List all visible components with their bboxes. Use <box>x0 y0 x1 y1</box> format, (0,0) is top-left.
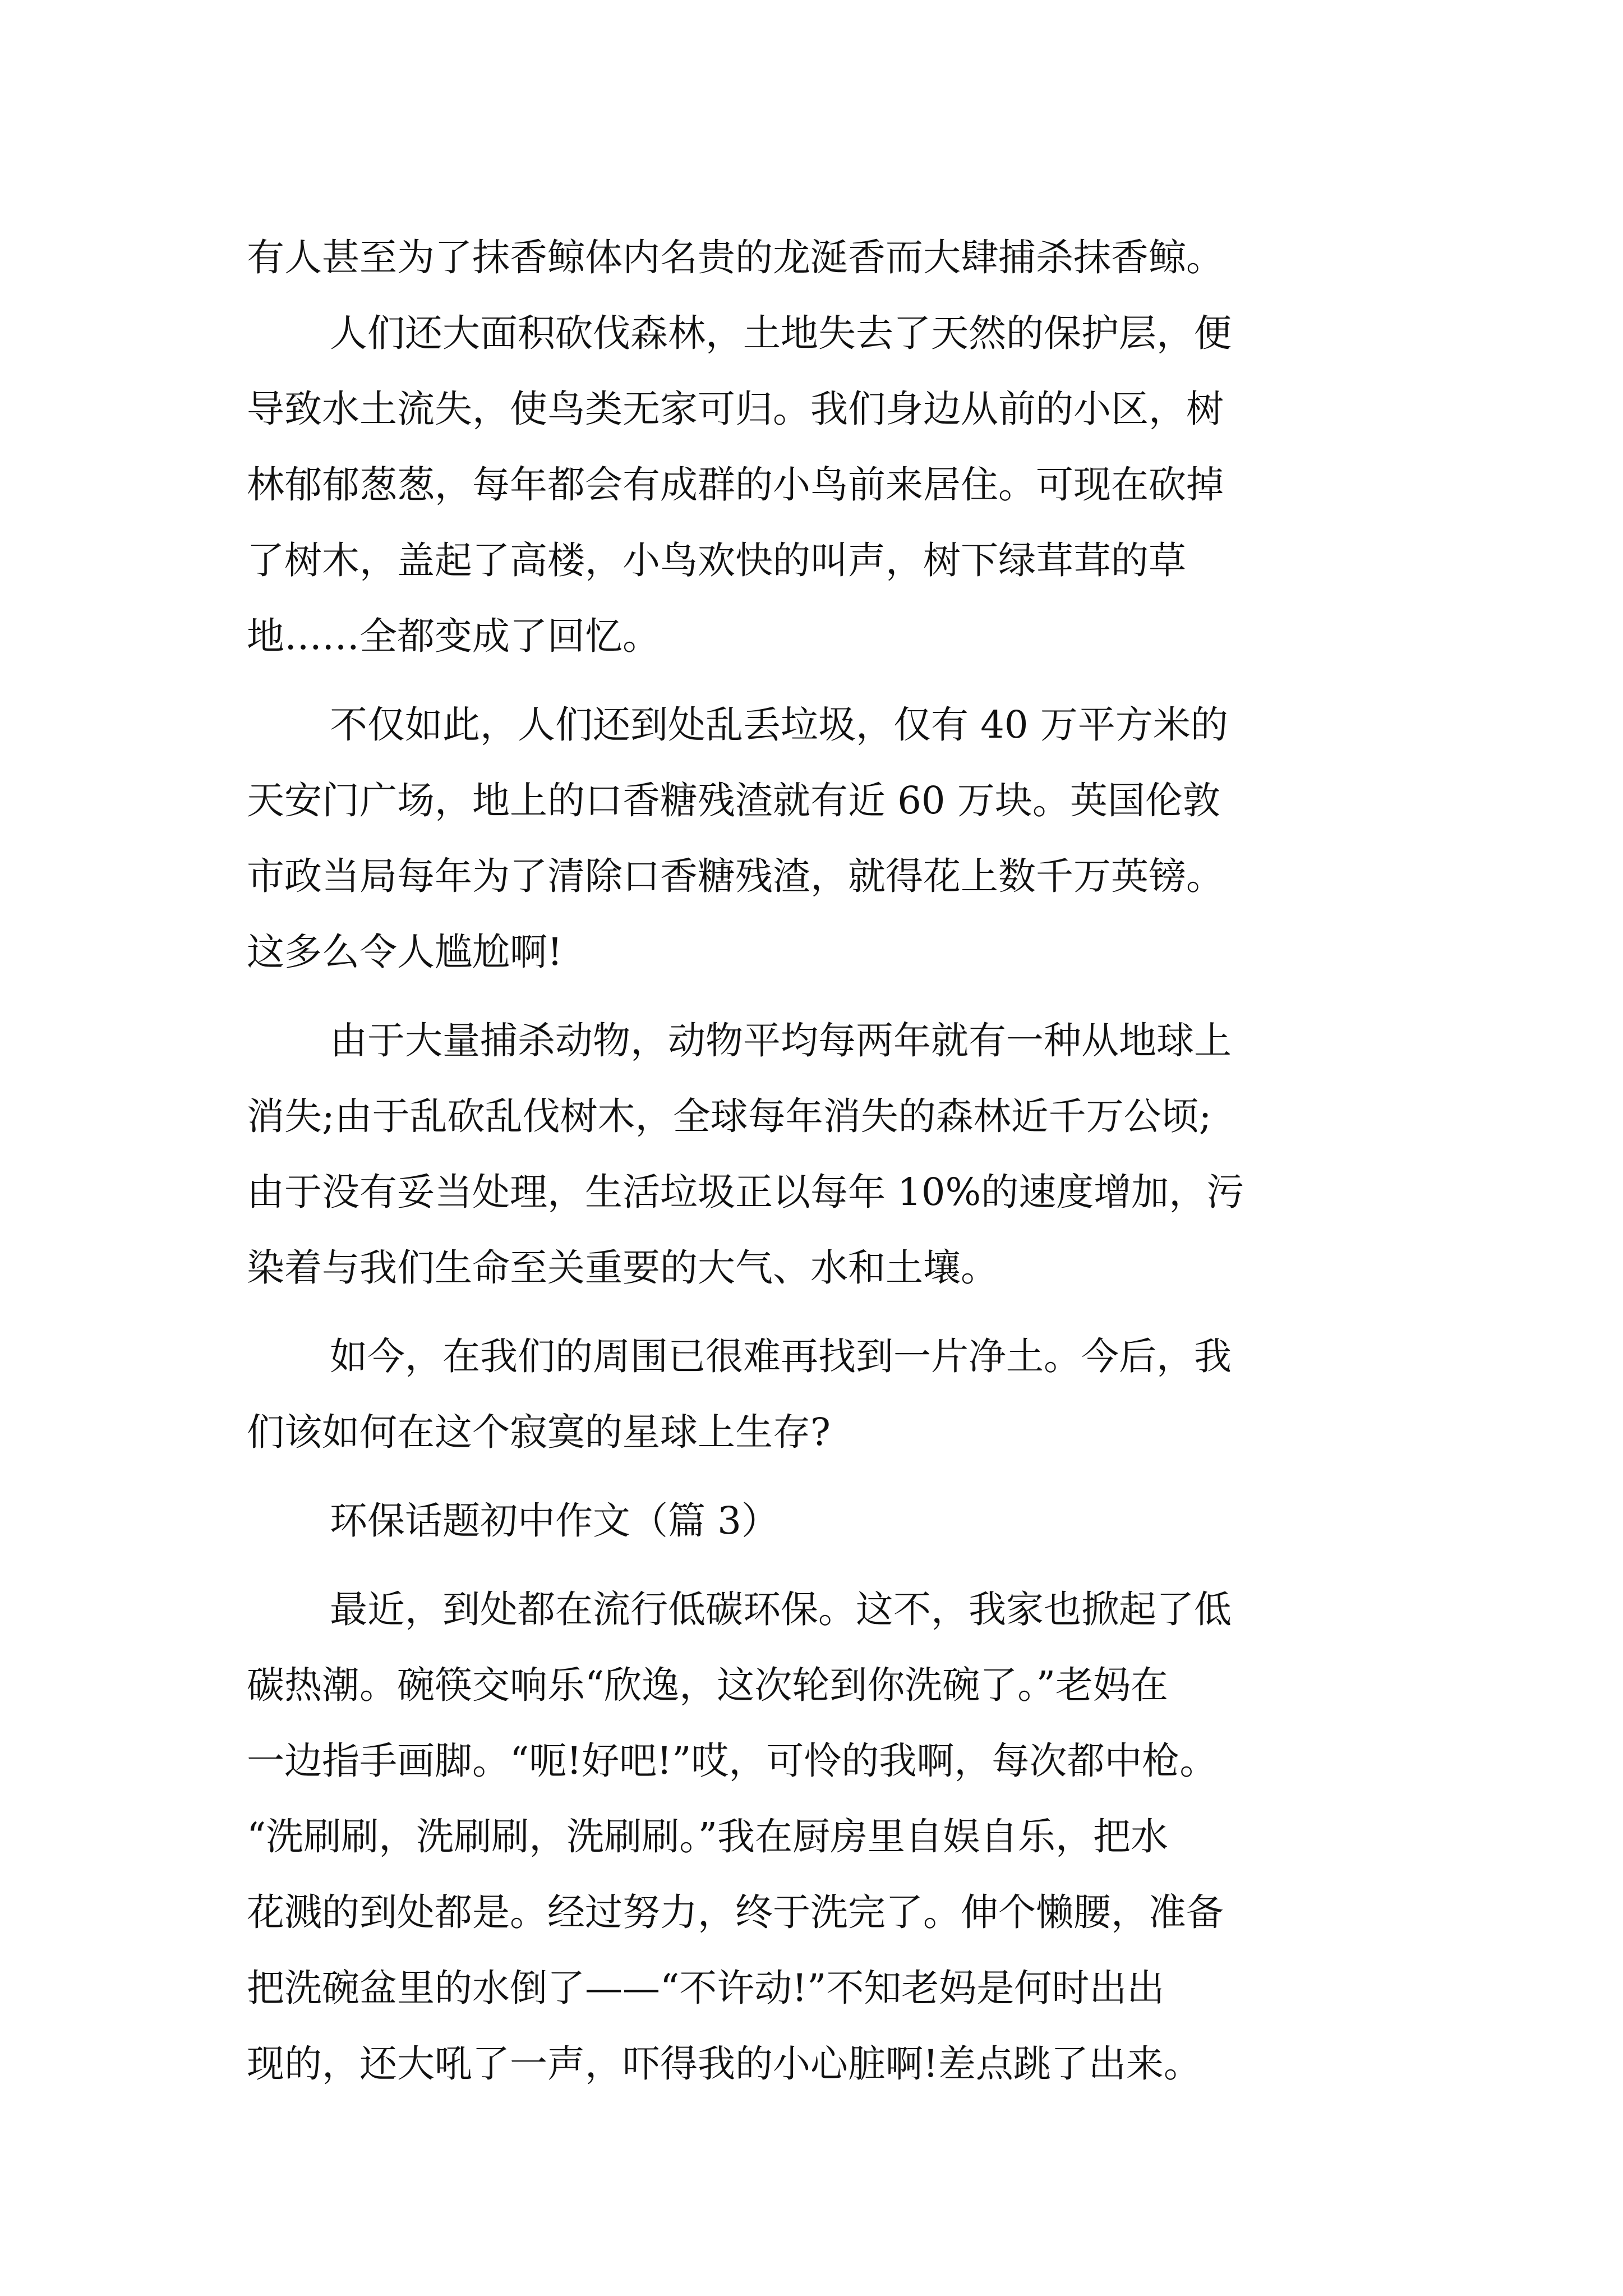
text-line: 碳热潮。碗筷交响乐“欣逸，这次轮到你洗碗了。”老妈在 <box>247 1663 1169 1707</box>
text-line: 由于没有妥当处理，生活垃圾正以每年 10%的速度增加，污 <box>247 1170 1244 1214</box>
paragraph-start-line: 最近，到处都在流行低碳环保。这不，我家也掀起了低 <box>330 1588 1232 1631</box>
text-line: 有人甚至为了抹香鲸体内名贵的龙涎香而大肆捕杀抹香鲸。 <box>247 236 1224 279</box>
paragraph-start-line: 不仅如此，人们还到处乱丢垃圾，仅有 40 万平方米的 <box>330 703 1228 747</box>
text-line: 这多么令人尴尬啊! <box>247 930 562 974</box>
text-line: 现的，还大吼了一声，吓得我的小心脏啊!差点跳了出来。 <box>247 2042 1201 2086</box>
text-line: 一边指手画脚。“呃!好吧!”哎，可怜的我啊，每次都中枪。 <box>247 1739 1218 1783</box>
paragraph-start-line: 由于大量捕杀动物，动物平均每两年就有一种从地球上 <box>330 1019 1232 1062</box>
text-line: 了树木，盖起了高楼，小鸟欢快的叫声，树下绿茸茸的草 <box>247 539 1186 582</box>
paragraph-start-line: 人们还大面积砍伐森林，土地失去了天然的保护层，便 <box>330 311 1232 355</box>
document-body <box>247 220 1430 2102</box>
text-line: 染着与我们生命至关重要的大气、水和土壤。 <box>247 1246 998 1290</box>
paragraph-start-line: 如今，在我们的周围已很难再找到一片净土。今后，我 <box>330 1335 1232 1378</box>
text-line: “洗刷刷，洗刷刷，洗刷刷。”我在厨房里自娱自乐，把水 <box>247 1815 1169 1858</box>
section-heading: 环保话题初中作文（篇 3） <box>330 1499 779 1543</box>
text-line: 们该如何在这个寂寞的星球上生存? <box>247 1410 831 1454</box>
text-line: 天安门广场，地上的口香糖残渣就有近 60 万块。英国伦敦 <box>247 779 1220 822</box>
text-line: 把洗碗盆里的水倒了——“不许动!”不知老妈是何时出出 <box>247 1966 1165 2010</box>
text-line: 花溅的到处都是。经过努力，终于洗完了。伸个懒腰，准备 <box>247 1890 1224 1934</box>
text-line: 地……全都变成了回忆。 <box>247 614 660 658</box>
text-line: 林郁郁葱葱，每年都会有成群的小鸟前来居住。可现在砍掉 <box>247 463 1224 507</box>
text-line: 导致水土流失，使鸟类无家可归。我们身边从前的小区，树 <box>247 387 1224 431</box>
text-line: 市政当局每年为了清除口香糖残渣，就得花上数千万英镑。 <box>247 854 1224 898</box>
text-line: 消失;由于乱砍乱伐树木，全球每年消失的森林近千万公顷; <box>247 1094 1212 1138</box>
